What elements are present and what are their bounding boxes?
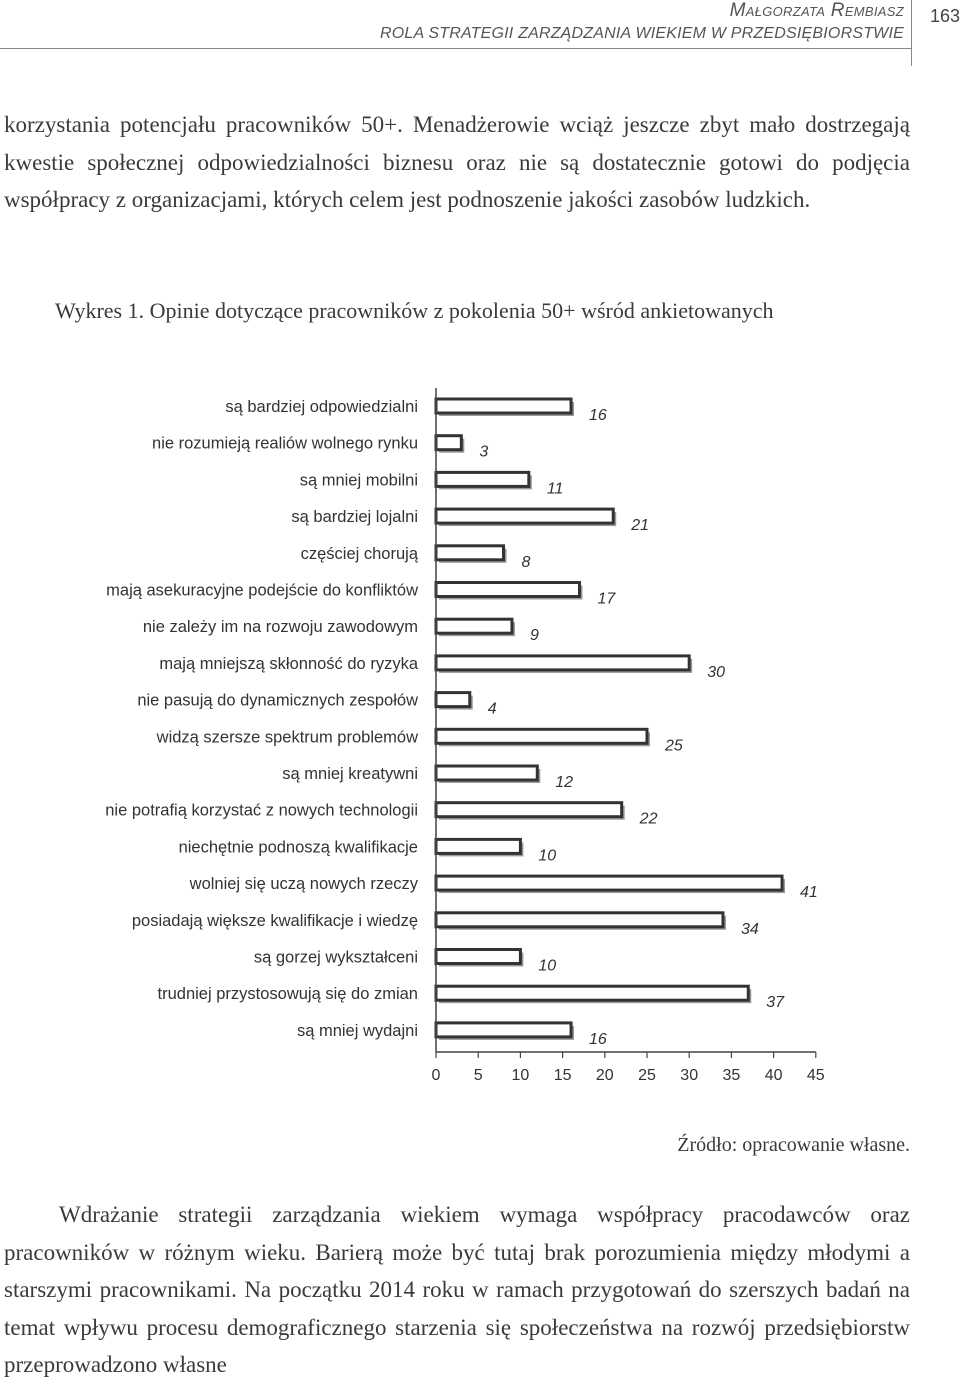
bar [436, 509, 613, 523]
bar-value-label: 12 [555, 774, 574, 791]
header-title: ROLA STRATEGII ZARZĄDZANIA WIEKIEM W PRZEDSIĘBIORSTWIE [379, 25, 904, 42]
x-tick-label: 30 [680, 1067, 699, 1084]
bar [436, 876, 782, 890]
bar-value-label: 11 [546, 480, 564, 498]
paragraph-intro: korzystania potencjału pracowników 50+. Menadżerowie wciąż jeszcze zbyt mało dostrzegają kwestie społecznej odpowiedzialności biznesu oraz nie są dostatecznie gotowi do podjęcia współpracy z organizacjami, których celem jest podnoszenie jakości zasobów ludzkich. [4, 112, 910, 212]
x-tick-label: 10 [511, 1067, 530, 1084]
bar-value-label: 41 [800, 884, 818, 902]
category-label: są mniej kreatywni [282, 765, 418, 783]
bar-value-label: 25 [665, 737, 683, 755]
bar-value-label: 22 [639, 810, 658, 828]
category-label: wolniej się uczą nowych rzeczy [189, 875, 418, 894]
bar [436, 399, 571, 413]
x-tick-label: 45 [806, 1067, 825, 1084]
x-tick-label: 40 [764, 1067, 783, 1084]
bar [436, 803, 622, 817]
header-author: Małgorzata Rembiasz [729, 0, 904, 21]
category-label: nie pasują do dynamicznych zespołów [137, 691, 418, 710]
bar-value-label: 30 [707, 663, 725, 681]
bar [436, 583, 579, 597]
figure-caption: Wykres 1. Opinie dotyczące pracowników z pokolenia 50+ wśród ankietowanych [55, 298, 774, 323]
bar-value-label: 8 [521, 553, 531, 571]
category-label: nie rozumieją realiów wolnego rynku [152, 434, 418, 453]
page-number: 163 [930, 6, 960, 26]
bar-value-label: 37 [766, 994, 785, 1012]
x-tick-label: 5 [473, 1067, 483, 1084]
bar [436, 472, 529, 486]
bar-value-label: 3 [479, 443, 489, 461]
bar [436, 839, 520, 853]
category-label: są mniej mobilni [299, 471, 418, 490]
category-label: nie potrafią korzystać z nowych technologii [105, 801, 418, 820]
category-label: są mniej wydajni [296, 1021, 418, 1040]
bar [436, 1023, 571, 1037]
bar [436, 950, 520, 964]
x-tick-label: 35 [722, 1067, 741, 1084]
opinions-bar-chart [0, 380, 960, 1100]
category-label: mają asekuracyjne podejście do konfliktów [106, 581, 418, 600]
header-divider-horizontal [0, 48, 911, 49]
bar [436, 619, 512, 633]
bar [436, 436, 461, 450]
bar [436, 693, 470, 707]
category-label: są bardziej odpowiedzialni [225, 398, 418, 416]
figure-source: Źródło: opracowanie własne. [677, 1134, 910, 1156]
bar [436, 766, 537, 780]
category-label: częściej chorują [300, 544, 418, 563]
bar-value-label: 21 [631, 517, 650, 535]
category-label: nie zależy im na rozwoju zawodowym [142, 618, 418, 637]
header-divider-vertical [911, 0, 912, 66]
x-tick-label: 0 [431, 1067, 441, 1084]
x-tick-label: 20 [595, 1067, 614, 1084]
bar-value-label: 10 [538, 847, 557, 865]
category-label: niechętnie podnoszą kwalifikacje [178, 838, 418, 857]
bar [436, 986, 748, 1000]
bar-value-label: 34 [740, 920, 759, 938]
bar [436, 546, 504, 560]
bar-value-label: 4 [487, 700, 497, 718]
bar-value-label: 17 [597, 590, 616, 608]
category-label: mają mniejszą skłonność do ryzyka [159, 654, 418, 673]
category-label: widzą szersze spektrum problemów [156, 728, 418, 747]
x-tick-label: 15 [553, 1067, 572, 1084]
category-label: posiadają większe kwalifikacje i wiedzę [131, 911, 418, 930]
category-label: są bardziej lojalni [291, 508, 418, 527]
bar [436, 913, 723, 927]
bar-value-label: 16 [589, 1030, 607, 1048]
bar [436, 729, 647, 743]
bar-value-label: 10 [538, 957, 557, 975]
bar-value-label: 9 [529, 627, 539, 645]
category-label: trudniej przystosowują się do zmian [157, 985, 418, 1004]
bar-value-label: 16 [589, 407, 607, 424]
paragraph-body: Wdrażanie strategii zarządzania wiekiem wymaga współpracy pracodawców oraz pracowników w różnym wieku. Barierą może być tutaj brak porozumienia między młodymi a starszymi pracownikami. Na początku 2014 roku w ramach przygotowań do szerszych badań na temat wpływu procesu demograficznego starzenia się społeczeństwa na rozwój przedsiębiorstw przeprowadzono własne [4, 1202, 910, 1377]
category-label: są gorzej wykształceni [253, 948, 418, 967]
bar [436, 656, 689, 670]
x-tick-label: 25 [638, 1067, 656, 1084]
